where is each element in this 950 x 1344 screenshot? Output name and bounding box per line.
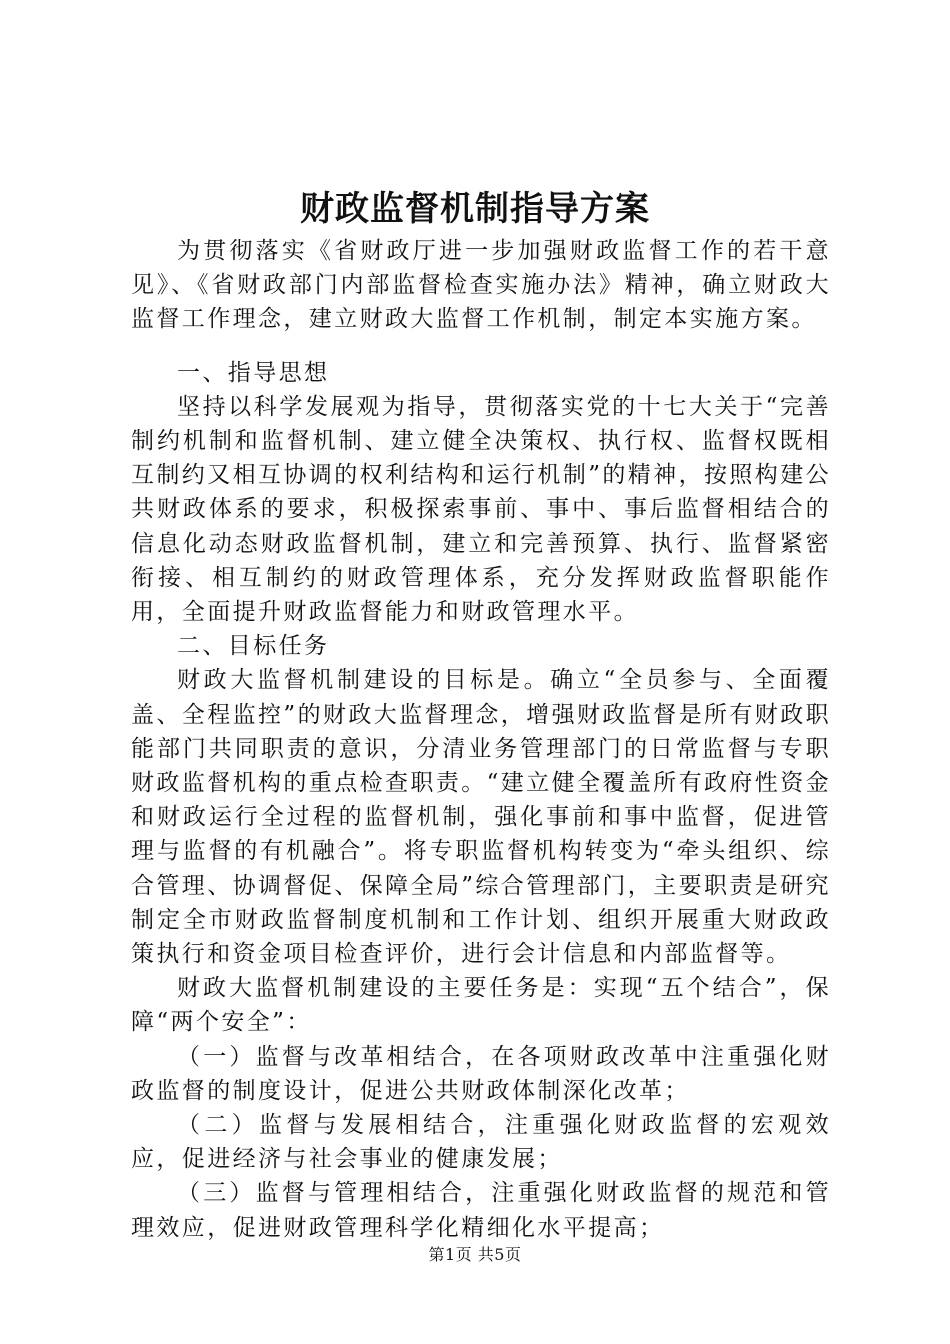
guiding-thought-paragraph: 坚持以科学发展观为指导，贯彻落实党的十七大关于“完善制约机制和监督机制、建立健全决策权、执行权、监督权既相互制约又相互协调的权利结构和运行机制”的精神，按照构建公共财政体系的要求，积极探索事前、事中、事后监督相结合的信息化动态财政监督机制，建立和完善预算、执行、监督紧密衔接、相互制约的财政管理体系，充分发挥财政监督职能作用，全面提升财政监督能力和财政管理水平。 xyxy=(131,393,831,626)
task-item-1: （一）监督与改革相结合，在各项财政改革中注重强化财政监督的制度设计，促进公共财政体制深化改革； xyxy=(131,1043,831,1104)
goals-paragraph: 财政大监督机制建设的目标是。确立“全员参与、全面覆盖、全程监控”的财政大监督理念，增强财政监督是所有财政职能部门共同职责的意识，分清业务管理部门的日常监督与专职财政监督机构的重点检查职责。“建立健全覆盖所有政府性资金和财政运行全过程的监督机制，强化事前和事中监督，促进管理与监督的有机融合”。将专职监督机构转变为“牵头组织、综合管理、协调督促、保障全局”综合管理部门，主要职责是研究制定全市财政监督制度机制和工作计划、组织开展重大财政政策执行和资金项目检查评价，进行会计信息和内部监督等。 xyxy=(131,667,831,968)
task-item-3: （三）监督与管理相结合，注重强化财政监督的规范和管理效应，促进财政管理科学化精细化水平提高； xyxy=(131,1180,831,1241)
main-tasks-paragraph: 财政大监督机制建设的主要任务是：实现“五个结合”，保障“两个安全”： xyxy=(131,975,831,1036)
document-body xyxy=(131,234,831,1245)
task-item-2: （二）监督与发展相结合，注重强化财政监督的宏观效应，促进经济与社会事业的健康发展； xyxy=(131,1112,831,1173)
document-title: 财政监督机制指导方案 xyxy=(300,189,650,229)
intro-paragraph: 为贯彻落实《省财政厅进一步加强财政监督工作的若干意见》、《省财政部门内部监督检查实施办法》精神，确立财政大监督工作理念，建立财政大监督工作机制，制定本实施方案。 xyxy=(131,238,831,333)
section-heading-guiding-thought: 一、指导思想 xyxy=(177,359,330,386)
section-heading-goals-tasks: 二、目标任务 xyxy=(177,633,330,660)
page-footer: 第1页 共5页 xyxy=(428,1245,522,1264)
